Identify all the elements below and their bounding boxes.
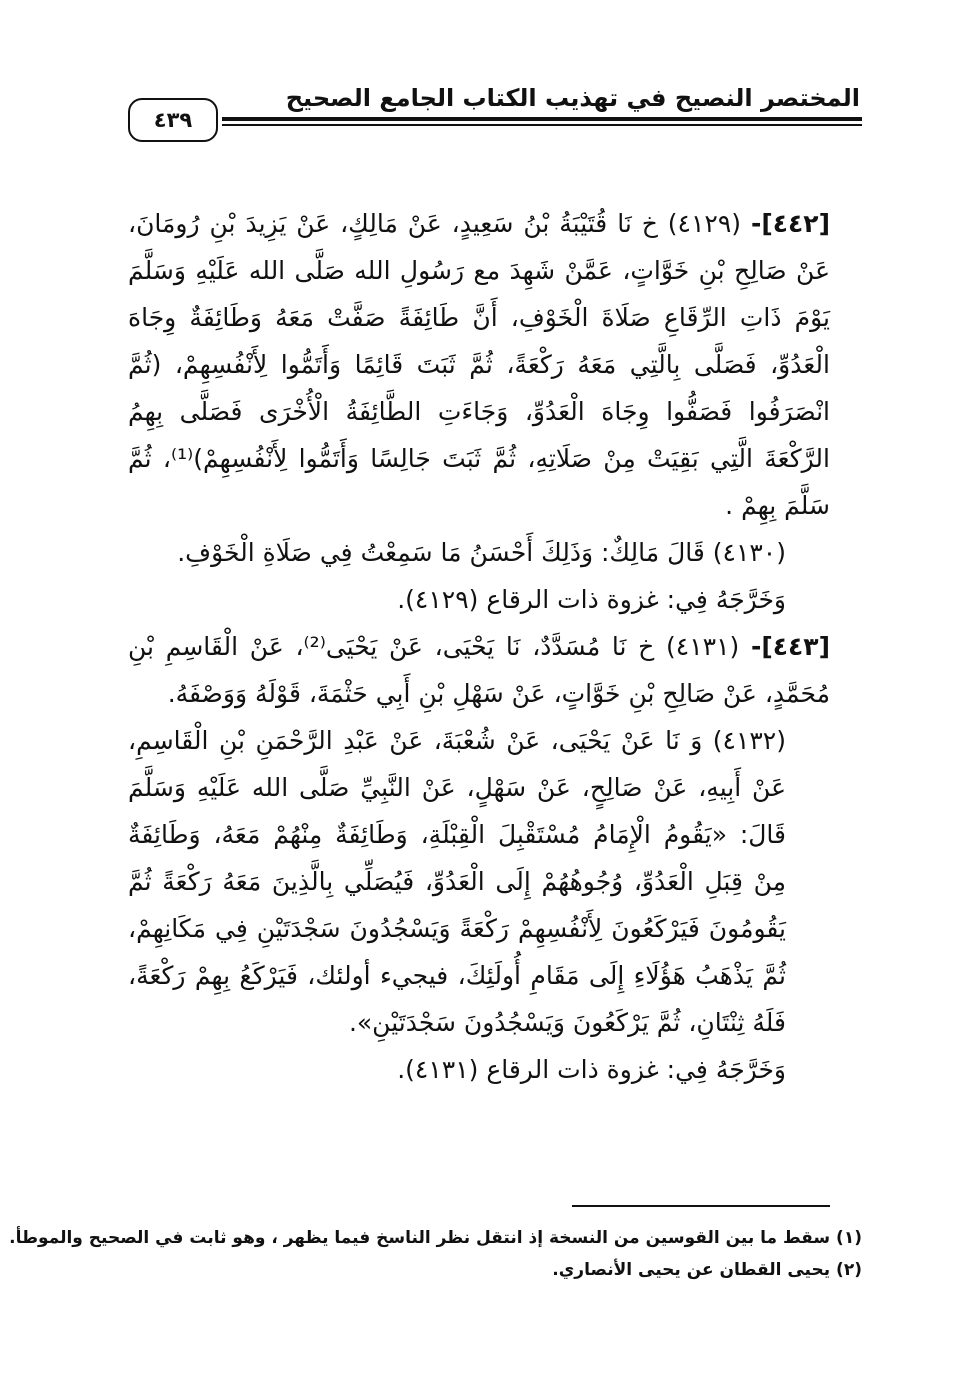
hadith-number: [٤٤٣]- [750, 632, 830, 661]
footnotes [9, 1222, 862, 1286]
running-title: المختصر النصيح في تهذيب الكتاب الجامع الصحيح [285, 84, 860, 112]
takhrij-line: وَخَرَّجَهُ فِي: غزوة ذات الرقاع (٤١٣١). [397, 1055, 786, 1084]
hadith-4132: (٤١٣٢) وَ نَا عَنْ يَحْيَى، عَنْ شُعْبَةَ، عَنْ عَبْدِ الرَّحْمَنِ بْنِ الْقَاسِمِ، عَنْ أَبِيهِ، عَنْ صَالِحٍ، عَنْ سَهْلٍ، عَنْ النَّبِيِّ صَلَّى الله عَلَيْهِ وَسَلَّمَ قَالَ: «يَقُومُ الْإِمَامُ مُسْتَقْبِلَ الْقِبْلَةِ، وَطَائِفَةٌ مِنْهُمْ مَعَهُ، وَطَائِفَةٌ مِنْ قِبَلِ الْعَدُوِّ، وُجُوهُهُمْ إِلَى الْعَدُوِّ، فَيُصَلِّي بِالَّذِينَ مَعَهُ رَكْعَةً ثُمَّ يَقُومُونَ فَيَرْكَعُونَ لِأَنْفُسِهِمْ رَكْعَةً وَيَسْجُدُونَ سَجْدَتَيْنِ فِي مَكَانِهِمْ، ثُمَّ يَذْهَبُ هَؤُلَاءِ إِلَى مَقَامِ أُولَئِكَ، فيجيء أولئك، فَيَرْكَعُ بِهِمْ رَكْعَةً، فَلَهُ ثِنْتَانِ، ثُمَّ يَرْكَعُونَ وَيَسْجُدُونَ سَجْدَتَيْنِ». [128, 726, 786, 1037]
hadith-number: [٤٤٢]- [750, 209, 830, 238]
hadith-442 [128, 200, 830, 529]
page-number: ٤٣٩ [153, 108, 193, 132]
main-text [128, 200, 830, 1093]
header-rule [222, 117, 862, 121]
takhrij-line: وَخَرَّجَهُ فِي: غزوة ذات الرقاع (٤١٢٩). [397, 585, 786, 614]
footnote-separator [572, 1205, 830, 1207]
footnote-1: (١) سقط ما بين القوسين من النسخة إذ انتقل نظر الناسخ فيما يظهر ، وهو ثابت في الصحيح والموطأ. [9, 1228, 862, 1248]
hadith-443 [128, 623, 830, 717]
hadith-text: (٤١٢٩) خ نَا قُتَيْبَةُ بْنُ سَعِيدٍ، عَنْ مَالِكٍ، عَنْ يَزِيدَ بْنِ رُومَانَ، عَنْ صَالِحِ بْنِ خَوَّاتٍ، عَمَّنْ شَهِدَ مع رَسُولِ الله صَلَّى الله عَلَيْهِ وَسَلَّمَ يَوْمَ ذَاتِ الرِّقَاعِ صَلَاةَ الْخَوْفِ، أَنَّ طَائِفَةً صَفَّتْ مَعَهُ وَطَائِفَةٌ وِجَاهَ الْعَدُوِّ، فَصَلَّى بِالَّتِي مَعَهُ رَكْعَةً، ثُمَّ ثَبَتَ قَائِمًا وَأَتَمُّوا لِأَنْفُسِهِمْ، (ثُمَّ انْصَرَفُوا فَصَفُّوا وِجَاهَ الْعَدُوِّ، وَجَاءَتِ الطَّائِفَةُ الْأُخْرَى فَصَلَّى بِهِمُ الرَّكْعَةَ الَّتِي بَقِيَتْ مِنْ صَلَاتِهِ، ثُمَّ ثَبَتَ جَالِسًا وَأَتَمُّوا لِأَنْفُسِهِمْ)⁽¹⁾، ثُمَّ سَلَّمَ بِهِمْ . [128, 209, 830, 520]
page-number-box [128, 98, 218, 142]
hadith-4130: (٤١٣٠) قَالَ مَالِكٌ: وَذَلِكَ أَحْسَنُ مَا سَمِعْتُ فِي صَلَاةِ الْخَوْفِ. [177, 538, 786, 567]
footnote-2: (٢) يحيى القطان عن يحيى الأنصاري. [552, 1260, 862, 1280]
header-rule-thin [222, 124, 862, 126]
hadith-text: (٤١٣١) خ نَا مُسَدَّدٌ، نَا يَحْيَى، عَنْ يَحْيَى⁽²⁾، عَنْ الْقَاسِمِ بْنِ مُحَمَّدٍ، عَنْ صَالِحِ بْنِ خَوَّاتٍ، عَنْ سَهْلِ بْنِ أَبِي حَثْمَةَ، قَوْلَهُ وَوَصْفَهُ. [128, 632, 830, 708]
